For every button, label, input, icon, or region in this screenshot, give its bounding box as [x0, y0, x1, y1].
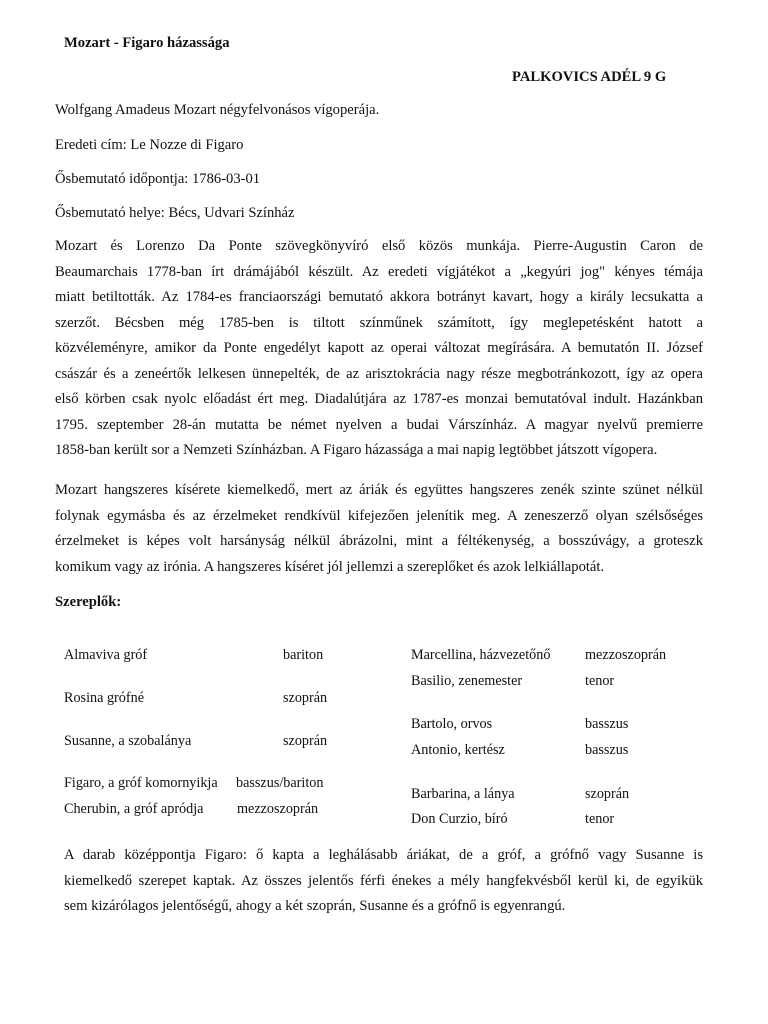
paragraph-line: Beaumarchais 1778-ban írt drámájából készült. Az eredeti vígjátékot a „kegyúri jog" kényes témája — [55, 263, 703, 280]
paragraph-line: érzelmeket is képes volt harsányság nélkül ábrázolni, mint a féltékenység, a bosszúvágy, a groteszk — [55, 533, 703, 549]
paragraph-line: császár és a zeneértők lelkesen ünnepelték, de az arisztokrácia nagy része megbotránkozott, így az opera — [55, 365, 703, 382]
paragraph-line: 1795. szeptember 28-án mutatta be német nyelven a budai Várszínház. A magyar nyelvű premierre — [55, 416, 703, 433]
paragraph-line: kiemelkedő szerepet kaptak. Az összes jelentős férfi énekes a mély hangfekvésből kerül ki, de egyikük — [64, 872, 703, 889]
document-title: Mozart - Figaro házassága — [64, 35, 230, 51]
cast-voice: szoprán — [283, 690, 328, 706]
paragraph-line: közvéleményre, amikor da Ponte engedélyt kapott az operai változat megírására. A bemutatón II. József — [55, 340, 703, 356]
cast-voice: mezzoszoprán — [237, 801, 319, 817]
paragraph-line: Mozart hangszeres kísérete kiemelkedő, mert az áriák és együttes hangszeres zenék szinte szünet nélkül — [55, 482, 703, 498]
author-name: PALKOVICS ADÉL 9 G — [512, 69, 667, 85]
premiere-place-line: Ősbemutató helye: Bécs, Udvari Színház — [55, 205, 295, 221]
cast-name: Bartolo, orvos — [411, 716, 493, 732]
cast-name: Almaviva gróf — [64, 647, 148, 663]
cast-name: Susanne, a szobalánya — [64, 733, 192, 749]
orchestration-paragraph — [55, 478, 703, 580]
cast-voice: basszus — [585, 716, 629, 732]
paragraph-line: szerzőt. Bécsben még 1785-ben is tiltott színműnek számított, így meglepetésként hatott a — [55, 314, 703, 331]
paragraph-line: első körben csak nyolc előadást ért meg. Diadalútjára az 1787-es monzai bemutatóval indult. Hazánkban — [55, 391, 703, 407]
paragraph-line: komikum vagy az irónia. A hangszeres kíséret jól jellemzi a szereplőket és azok lelkiállapotát. — [55, 558, 605, 575]
paragraph-line: folynak egymásba és az érzelmeket rendkívül kifejezően jelenítik meg. A zeneszerző olyan szélsőséges — [55, 507, 703, 524]
cast-name: Antonio, kertész — [411, 742, 505, 758]
cast-name: Barbarina, a lánya — [411, 786, 515, 802]
cast-name: Basilio, zenemester — [411, 673, 523, 689]
intro-line: Wolfgang Amadeus Mozart négyfelvonásos vígoperája. — [55, 102, 380, 118]
cast-voice: tenor — [585, 811, 615, 827]
paragraph-line: 1858-ban került sor a Nemzeti Színházban. A Figaro házassága a mai napig legtöbbet játszott vígopera. — [55, 442, 658, 458]
cast-name: Cherubin, a gróf apródja — [64, 801, 204, 817]
cast-name: Don Curzio, bíró — [411, 811, 508, 827]
cast-heading: Szereplők: — [55, 594, 122, 610]
cast-name: Figaro, a gróf komornyikja — [64, 775, 218, 791]
paragraph-line: sem kizárólagos jelentőségű, ahogy a két szoprán, Susanne és a grófnő is egyenrangú. — [64, 898, 566, 914]
premiere-date-line: Ősbemutató időpontja: 1786-03-01 — [55, 171, 261, 187]
paragraph-line: Mozart és Lorenzo Da Ponte szövegkönyvíró első közös munkája. Pierre-Augustin Caron de — [55, 238, 703, 254]
cast-name: Rosina grófné — [64, 690, 144, 706]
cast-voice: basszus/bariton — [236, 775, 324, 791]
cast-name: Marcellina, házvezetőnő — [411, 647, 551, 663]
original-title-line: Eredeti cím: Le Nozze di Figaro — [55, 137, 244, 153]
cast-voice: bariton — [283, 647, 324, 663]
cast-voice: basszus — [585, 742, 629, 758]
cast-voice: szoprán — [585, 786, 630, 802]
paragraph-line: A darab középpontja Figaro: ő kapta a leghálásabb áriákat, de a gróf, a grófnő vagy Susanne is — [64, 847, 703, 863]
paragraph-line: miatt betiltották. Az 1784-es franciaországi bemutató akkora botrányt kavart, hogy a király lecsukatta a — [55, 289, 703, 305]
cast-voice: mezzoszoprán — [585, 647, 667, 663]
cast-voice: tenor — [585, 673, 615, 689]
roles-paragraph — [64, 843, 703, 920]
cast-voice: szoprán — [283, 733, 328, 749]
history-paragraph — [55, 234, 703, 464]
